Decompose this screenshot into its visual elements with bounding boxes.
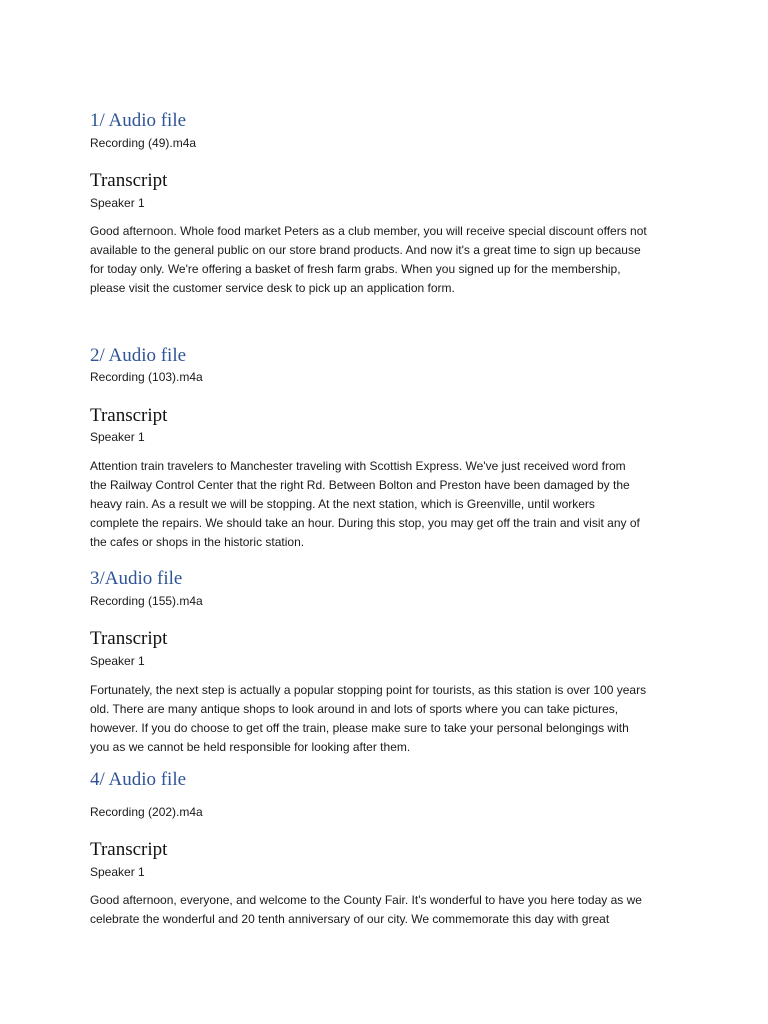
speaker-label: Speaker 1: [90, 865, 145, 879]
transcript-line: Attention train travelers to Manchester traveling with Scottish Express. We've just received word from: [90, 459, 626, 473]
transcript-line: for today only. We're offering a basket of fresh farm grabs. When you signed up for the membership,: [90, 262, 621, 276]
transcript-line: available to the general public on our store brand products. And now it's a great time to sign up because: [90, 243, 641, 257]
audio-filename: Recording (155).m4a: [90, 594, 203, 608]
transcript-line: old. There are many antique shops to look around in and lots of sports where you can take pictures,: [90, 702, 619, 716]
transcript-line: heavy rain. As a result we will be stopping. At the next station, which is Greenville, until workers: [90, 497, 595, 511]
speaker-label: Speaker 1: [90, 196, 145, 210]
transcript-body: [90, 457, 686, 552]
entry-heading: 3/Audio file: [90, 568, 183, 589]
speaker-label: Speaker 1: [90, 430, 145, 444]
entry-heading: 2/ Audio file: [90, 345, 187, 366]
entry-heading: 1/ Audio file: [90, 110, 187, 131]
transcript-line: you as we cannot be held responsible for looking after them.: [90, 740, 411, 754]
audio-filename: Recording (202).m4a: [90, 805, 203, 819]
transcript-line: Good afternoon, everyone, and welcome to the County Fair. It's wonderful to have you here today as we: [90, 893, 642, 907]
entry-heading: 4/ Audio file: [90, 769, 187, 790]
transcript-line: celebrate the wonderful and 20 tenth anniversary of our city. We commemorate this day with great: [90, 912, 610, 926]
audio-filename: Recording (103).m4a: [90, 370, 203, 384]
transcript-heading: Transcript: [90, 170, 168, 191]
transcript-line: the Railway Control Center that the right Rd. Between Bolton and Preston have been damaged by the: [90, 478, 630, 492]
transcript-line: complete the repairs. We should take an hour. During this stop, you may get off the train and visit any of: [90, 516, 640, 530]
transcript-line: Fortunately, the next step is actually a popular stopping point for tourists, as this station is over 100 years: [90, 683, 647, 697]
transcript-heading: Transcript: [90, 628, 168, 649]
transcript-body: [90, 891, 686, 929]
transcript-heading: Transcript: [90, 839, 168, 860]
audio-filename: Recording (49).m4a: [90, 136, 197, 150]
transcript-line: the cafes or shops in the historic station.: [90, 535, 305, 549]
transcript-line: Good afternoon. Whole food market Peters as a club member, you will receive special discount offers not: [90, 224, 647, 238]
transcript-heading: Transcript: [90, 405, 168, 426]
transcript-line: please visit the customer service desk to pick up an application form.: [90, 281, 455, 295]
transcript-body: [90, 222, 686, 298]
transcript-line: however. If you do choose to get off the train, please make sure to take your personal belongings with: [90, 721, 629, 735]
speaker-label: Speaker 1: [90, 654, 145, 668]
transcript-body: [90, 681, 686, 757]
